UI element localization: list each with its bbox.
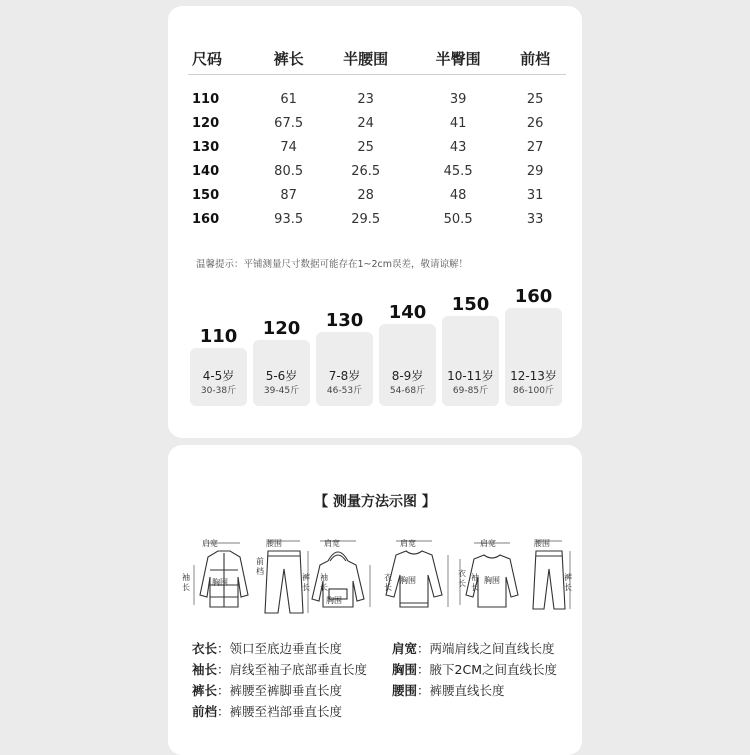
definition-text: 领口至底边垂直长度 bbox=[229, 641, 343, 656]
definition-text: 裤腰至裆部垂直长度 bbox=[229, 704, 343, 719]
size-guide-item bbox=[253, 318, 310, 406]
definition-item: 胸围：腋下2CM之间直线长度 bbox=[392, 662, 557, 677]
size-chart-card bbox=[168, 6, 582, 438]
definition-term: 前档 bbox=[192, 704, 218, 719]
size-label: 120 bbox=[262, 318, 301, 339]
diagram-label: 胸围 bbox=[326, 596, 342, 605]
size-label: 160 bbox=[514, 286, 553, 307]
size-label: 130 bbox=[325, 310, 364, 331]
definition-item: 前档：裤腰至裆部垂直长度 bbox=[192, 704, 343, 719]
table-cell: 160 bbox=[192, 211, 220, 227]
table-cell: 25 bbox=[526, 91, 544, 107]
table-cell: 48 bbox=[449, 187, 467, 203]
definition-item: 腰围：裤腰直线长度 bbox=[392, 683, 505, 698]
table-cell: 27 bbox=[526, 139, 544, 155]
table-cell: 130 bbox=[192, 139, 220, 155]
size-guide-item bbox=[190, 326, 247, 406]
table-row bbox=[188, 207, 566, 231]
col-header: 半臀围 bbox=[412, 42, 504, 75]
definition-term: 衣长 bbox=[192, 641, 218, 656]
weight-label: 86-100斤 bbox=[513, 386, 554, 396]
definition-term: 袖长 bbox=[192, 662, 218, 677]
table-cell: 67.5 bbox=[274, 115, 304, 131]
diagram-label: 腰围 bbox=[266, 539, 282, 548]
age-label: 7-8岁 bbox=[328, 369, 361, 383]
definition-text: 裤腰至裤脚垂直长度 bbox=[229, 683, 343, 698]
table-cell: 93.5 bbox=[274, 211, 304, 227]
table-cell: 39 bbox=[449, 91, 467, 107]
table-cell: 45.5 bbox=[443, 163, 473, 179]
diagram-label: 胸围 bbox=[400, 576, 416, 585]
weight-label: 39-45斤 bbox=[263, 386, 300, 396]
col-header: 半腰围 bbox=[319, 42, 411, 75]
size-table bbox=[188, 42, 566, 231]
tip-note: 温馨提示：平铺测量尺寸数据可能存在1~2cm误差，敬请谅解！ bbox=[196, 259, 469, 270]
diagram-label: 裤长 bbox=[302, 573, 310, 592]
definition-text: 肩线至袖子底部垂直长度 bbox=[229, 662, 368, 677]
table-row bbox=[188, 183, 566, 207]
table-cell: 80.5 bbox=[274, 163, 304, 179]
table-cell: 26.5 bbox=[351, 163, 381, 179]
age-label: 5-6岁 bbox=[265, 369, 298, 383]
weight-label: 54-68斤 bbox=[389, 386, 426, 396]
definition-text: 两端肩线之间直线长度 bbox=[429, 641, 555, 656]
table-cell: 26 bbox=[526, 115, 544, 131]
weight-label: 46-53斤 bbox=[326, 386, 363, 396]
diagram-label: 袖长 bbox=[320, 573, 328, 592]
table-cell: 87 bbox=[280, 187, 297, 203]
table-cell: 29 bbox=[526, 163, 544, 179]
definition-term: 肩宽 bbox=[392, 641, 418, 656]
diagram-label: 衣长 bbox=[384, 573, 392, 592]
table-cell: 33 bbox=[526, 211, 544, 227]
definition-item: 袖长：肩线至袖子底部垂直长度 bbox=[192, 662, 368, 677]
garment-diagrams bbox=[178, 535, 578, 625]
age-label: 12-13岁 bbox=[510, 369, 557, 383]
size-guide-item bbox=[316, 310, 373, 406]
table-cell: 25 bbox=[357, 139, 374, 155]
size-guide-item bbox=[379, 302, 436, 406]
measure-guide-card bbox=[168, 445, 582, 755]
table-cell: 74 bbox=[280, 139, 297, 155]
diagram-label: 肩宽 bbox=[324, 539, 340, 548]
col-header: 尺码 bbox=[188, 42, 258, 75]
table-row bbox=[188, 159, 566, 183]
table-row bbox=[188, 135, 566, 159]
table-cell: 140 bbox=[192, 163, 220, 179]
definition-term: 腰围 bbox=[392, 683, 418, 698]
definition-term: 裤长 bbox=[192, 683, 218, 698]
table-cell: 120 bbox=[192, 115, 220, 131]
col-header: 前档 bbox=[504, 42, 566, 75]
measure-heading: 【 测量方法示图 】 bbox=[314, 494, 436, 510]
table-cell: 50.5 bbox=[443, 211, 473, 227]
size-label: 140 bbox=[388, 302, 427, 323]
definition-text: 腋下2CM之间直线长度 bbox=[429, 662, 557, 677]
weight-label: 69-85斤 bbox=[452, 386, 489, 396]
definition-term: 胸围 bbox=[392, 662, 418, 677]
table-cell: 28 bbox=[357, 187, 374, 203]
table-row bbox=[188, 111, 566, 135]
diagram-label: 胸围 bbox=[484, 576, 500, 585]
diagram-label: 肩宽 bbox=[202, 539, 218, 548]
table-cell: 31 bbox=[526, 187, 544, 203]
table-cell: 23 bbox=[357, 91, 374, 107]
diagram-label: 衣长 bbox=[458, 569, 466, 588]
diagram-label: 袖长 bbox=[471, 573, 479, 592]
diagram-label: 胸围 bbox=[212, 578, 228, 587]
age-label: 8-9岁 bbox=[391, 369, 424, 383]
definition-item: 衣长：领口至底边垂直长度 bbox=[192, 641, 343, 656]
table-cell: 41 bbox=[449, 115, 467, 131]
table-header-row bbox=[188, 42, 566, 75]
pants-icon bbox=[265, 551, 303, 613]
definition-text: 裤腰直线长度 bbox=[429, 683, 505, 698]
diagram-label: 肩宽 bbox=[400, 539, 416, 548]
diagram-label: 肩宽 bbox=[480, 539, 496, 548]
size-label: 150 bbox=[451, 294, 490, 315]
table-cell: 29.5 bbox=[351, 211, 381, 227]
diagram-label: 前档 bbox=[256, 557, 264, 576]
table-row bbox=[188, 87, 566, 111]
table-cell: 110 bbox=[192, 91, 220, 107]
table-cell: 61 bbox=[280, 91, 297, 107]
table-cell: 43 bbox=[449, 139, 467, 155]
diagram-label: 裤长 bbox=[564, 573, 572, 592]
size-guide-item bbox=[442, 294, 499, 406]
diagram-label: 袖长 bbox=[182, 573, 190, 592]
size-guide-item bbox=[505, 286, 562, 406]
age-label: 10-11岁 bbox=[447, 369, 494, 383]
col-header: 裤长 bbox=[258, 42, 320, 75]
table-cell: 24 bbox=[357, 115, 374, 131]
table-cell: 150 bbox=[192, 187, 220, 203]
age-label: 4-5岁 bbox=[202, 369, 235, 383]
diagram-label: 腰围 bbox=[534, 539, 550, 548]
definition-item: 肩宽：两端肩线之间直线长度 bbox=[392, 641, 555, 656]
size-label: 110 bbox=[199, 326, 238, 347]
joggers-icon bbox=[533, 551, 565, 609]
weight-label: 30-38斤 bbox=[200, 386, 237, 396]
definition-item: 裤长：裤腰至裤脚垂直长度 bbox=[192, 683, 343, 698]
